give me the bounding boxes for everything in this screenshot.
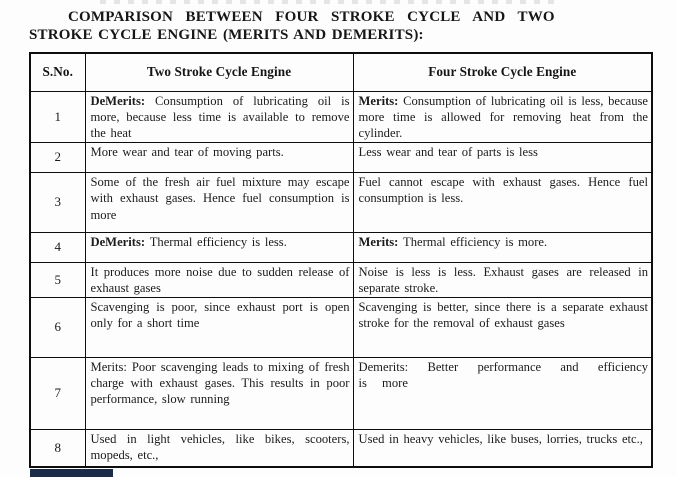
four-stroke-cell — [353, 91, 652, 142]
table-header-row — [30, 53, 652, 91]
cell-text: Used in heavy vehicles, like buses, lorries, trucks etc., — [358, 431, 643, 446]
cell-text: Thermal efficiency is more. — [403, 234, 548, 249]
row-number: 7 — [30, 357, 85, 429]
table-row — [30, 232, 652, 262]
two-stroke-cell — [85, 232, 353, 262]
four-stroke-cell — [353, 297, 652, 357]
two-stroke-cell — [85, 429, 353, 467]
scan-artifact-bottom-bar — [30, 469, 113, 477]
four-stroke-cell — [353, 429, 652, 467]
cell-text: Thermal efficiency is less. — [149, 234, 287, 249]
two-stroke-cell — [85, 357, 353, 429]
scan-artifact-top — [100, 0, 560, 4]
two-stroke-cell — [85, 262, 353, 297]
two-stroke-cell — [85, 297, 353, 357]
cell-text: More wear and tear of moving parts. — [90, 144, 284, 159]
title-line-1: COMPARISON BETWEEN FOUR STROKE CYCLE AND TWO — [68, 9, 555, 25]
four-stroke-cell — [353, 142, 652, 172]
row-number: 8 — [30, 429, 85, 467]
header-sno: S.No. — [30, 53, 85, 91]
cell-text: Fuel cannot escape with exhaust gases. Hence fuel consumption is less. — [358, 174, 648, 206]
page-title — [29, 9, 623, 44]
four-stroke-cell — [353, 232, 652, 262]
comparison-table — [29, 52, 653, 468]
row-number: 4 — [30, 232, 85, 262]
two-stroke-cell — [85, 172, 353, 232]
demerits-label: DeMerits: — [90, 234, 146, 249]
table-row — [30, 172, 652, 232]
cell-text: Used in light vehicles, like bikes, scooters, mopeds, etc., — [90, 431, 350, 462]
four-stroke-cell — [353, 172, 652, 232]
table-row — [30, 357, 652, 429]
two-stroke-cell — [85, 91, 353, 142]
demerits-label: DeMerits: — [90, 93, 146, 108]
row-number: 3 — [30, 172, 85, 232]
two-stroke-cell — [85, 142, 353, 172]
four-stroke-cell — [353, 262, 652, 297]
cell-text: It produces more noise due to sudden release of exhaust gases — [90, 264, 350, 296]
header-two-stroke: Two Stroke Cycle Engine — [85, 53, 353, 91]
cell-text: Merits: Poor scavenging leads to mixing of fresh charge with exhaust gases. This results in poor performance, slow running — [90, 359, 350, 407]
cell-text: Consumption of lubricating oil is more, because less time is available to remove the heat — [90, 93, 350, 141]
cell-text: Consumption of lubricating oil is less, because more time is allowed for removing heat from the cylinder. — [358, 93, 648, 141]
table-row — [30, 142, 652, 172]
table-row — [30, 91, 652, 142]
four-stroke-cell — [353, 357, 652, 429]
table-row — [30, 297, 652, 357]
header-four-stroke: Four Stroke Cycle Engine — [353, 53, 652, 91]
row-number: 5 — [30, 262, 85, 297]
row-number: 6 — [30, 297, 85, 357]
row-number: 2 — [30, 142, 85, 172]
table-row — [30, 262, 652, 297]
cell-text: Some of the fresh air fuel mixture may escape with exhaust gases. Hence fuel consumption is more — [90, 174, 350, 222]
cell-text: Less wear and tear of parts is less — [358, 144, 538, 159]
row-number: 1 — [30, 91, 85, 142]
cell-text: Demerits: Better performance and efficiency is more — [358, 359, 648, 390]
merits-label: Merits: — [358, 93, 399, 108]
cell-text: Scavenging is poor, since exhaust port is open only for a short time — [90, 299, 350, 330]
cell-text: Scavenging is better, since there is a separate exhaust stroke for the removal of exhaust gases — [358, 299, 648, 330]
title-line-2: STROKE CYCLE ENGINE (MERITS AND DEMERITS): — [29, 26, 424, 43]
cell-text: Noise is less is less. Exhaust gases are released in separate stroke. — [358, 264, 648, 296]
table-row — [30, 429, 652, 467]
merits-label: Merits: — [358, 234, 399, 249]
